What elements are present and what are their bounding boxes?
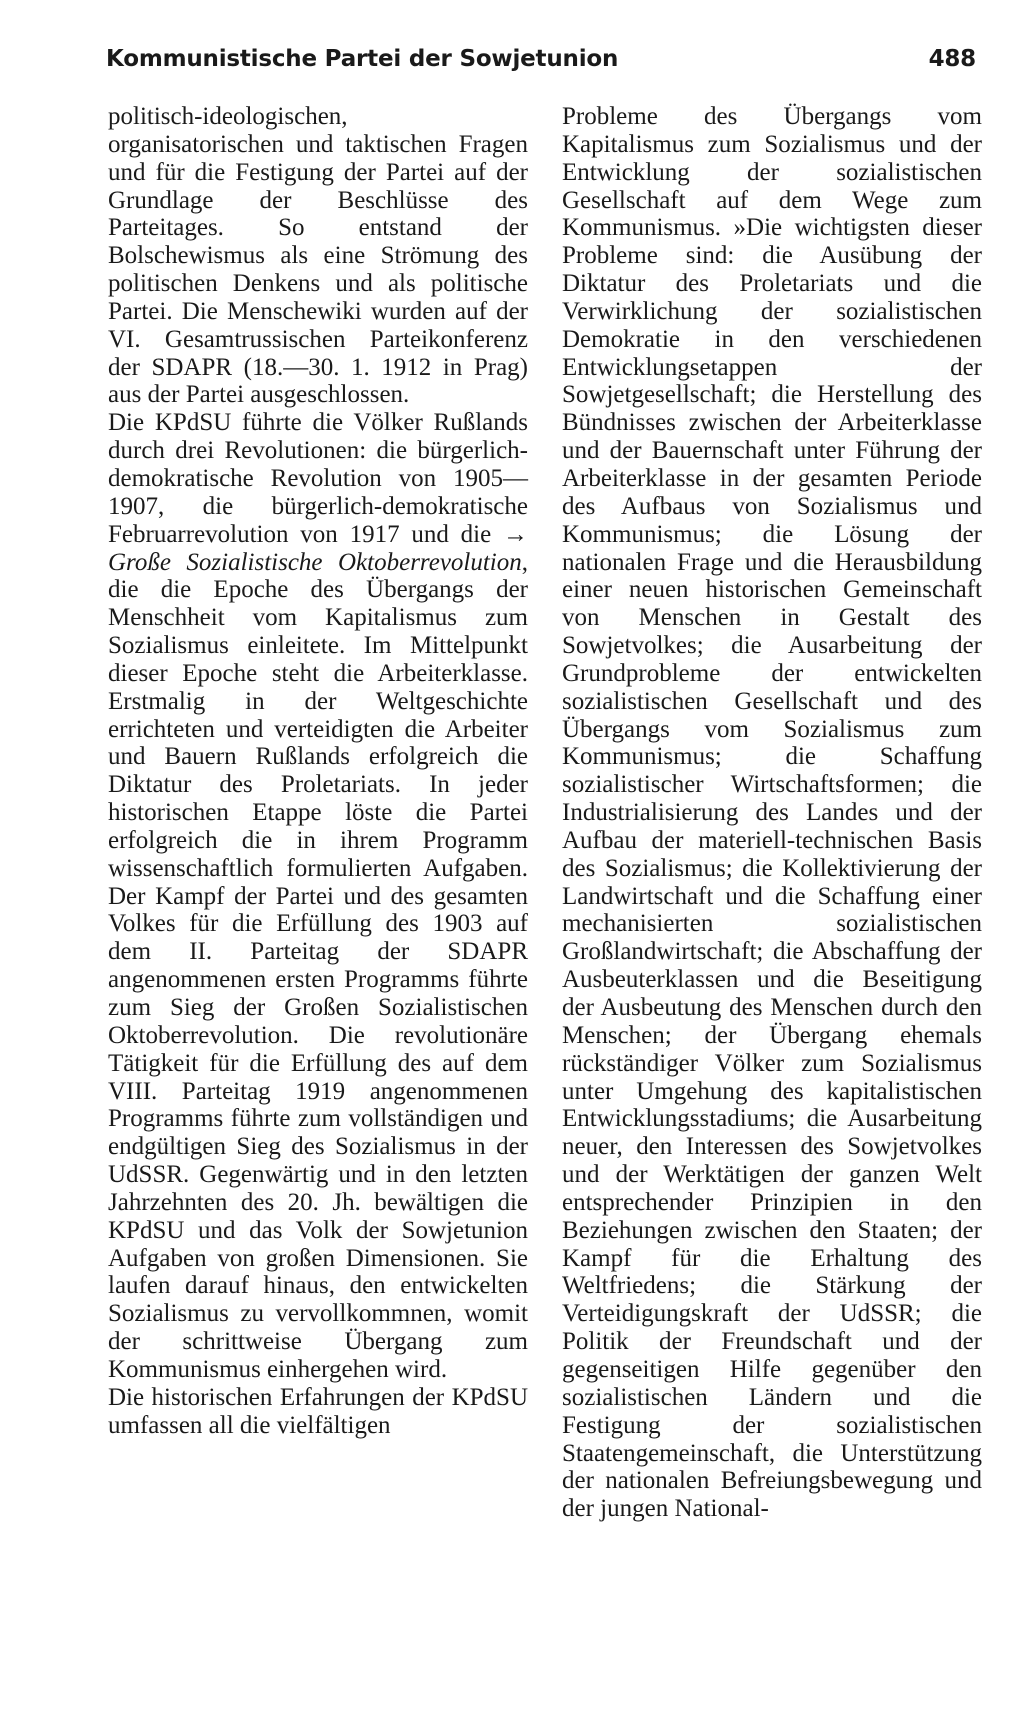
left-column: [108, 103, 528, 1440]
cross-reference: → Große Sozialistische Oktoberrevolution: [108, 520, 528, 576]
paragraph: Probleme des Übergangs vom Kapitalismus zum Sozialismus und der Entwicklung der sozialistischen Gesellschaft auf dem Wege zum Kommunismus. »Die wichtigsten dieser Probleme sind: die Ausübung der Diktatur des Proletariats und die Verwirklichung der sozialistischen Demokratie in den verschiedenen Entwicklungsetappen der Sowjetgesellschaft; die Herstellung des Bündnisses zwischen der Arbeiterklasse und der Bauernschaft unter Führung der Arbeiterklasse in der gesamten Periode des Aufbaus von Sozialismus und Kommunismus; die Lösung der nationalen Frage und die Herausbildung einer neuen historischen Gemeinschaft von Menschen in Gestalt des Sowjetvolkes; die Ausarbeitung der Grundprobleme der entwickelten sozialistischen Gesellschaft und des Übergangs vom Sozialismus zum Kommunismus; die Schaffung sozialistischer Wirtschaftsformen; die Industrialisierung des Landes und der Aufbau der materiell-technischen Basis des Sozialismus; die Kollektivierung der Landwirtschaft und die Schaffung einer mechanisierten sozialistischen Großlandwirtschaft; die Abschaffung der Ausbeuterklassen und die Beseitigung der Ausbeutung des Menschen durch den Menschen; der Übergang ehemals rückständiger Völker zum Sozialismus unter Umgehung des kapitalistischen Entwicklungsstadiums; die Ausarbeitung neuer, den Interessen des Sowjetvolkes und der Werktätigen der ganzen Welt entsprechender Prinzipien in den Beziehungen zwischen den Staaten; der Kampf für die Erhaltung des Weltfriedens; die Stärkung der Verteidigungskraft der UdSSR; die Politik der Freundschaft und der gegenseitigen Hilfe gegenüber den sozialistischen Ländern und die Festigung der sozialistischen Staatengemeinschaft, die Unterstützung der nationalen Befreiungsbewegung und der jungen National-: [562, 103, 982, 1523]
paragraph-text: Die KPdSU führte die Völker Rußlands durch drei Revolutionen: die bürgerlich-demokratische Revolution von 1905—1907, die bürgerlich-demokratische Februarrevolution von 1917 und die: [108, 409, 528, 548]
paragraph: politisch-ideologischen, organisatorischen und taktischen Fragen und für die Festigung der Partei auf der Grundlage der Beschlüsse des Parteitages. So entstand der Bolschewismus als eine Strömung des politischen Denkens und als politische Partei. Die Menschewiki wurden auf der VI. Gesamtrussischen Parteikonferenz der SDAPR (18.—30. 1. 1912 in Prag) aus der Partei ausgeschlossen.: [108, 103, 528, 409]
paragraph: Die historischen Erfahrungen der KPdSU umfassen all die vielfältigen: [108, 1383, 528, 1439]
paragraph-text: , die die Epoche des Übergangs der Menschheit vom Kapitalismus zum Sozialismus einleitete. Im Mittelpunkt dieser Epoche steht die Arbeiterklasse. Erstmalig in der Weltgeschichte errichteten und verteidigten die Arbeiter und Bauern Rußlands erfolgreich die Diktatur des Proletariats. In jeder historischen Etappe löste die Partei erfolgreich die in ihrem Programm wissenschaftlich formulierten Aufgaben. Der Kampf der Partei und des gesamten Volkes für die Erfüllung des 1903 auf dem II. Parteitag der SDAPR angenommenen ersten Programms führte zum Sieg der Großen Sozialistischen Oktoberrevolution. Die revolutionäre Tätigkeit für die Erfüllung des auf dem VIII. Parteitag 1919 angenommenen Programms führte zum vollständigen und endgültigen Sieg des Sozialismus in der UdSSR. Gegenwärtig und in den letzten Jahrzehnten des 20. Jh. bewältigen die KPdSU und das Volk der Sowjetunion Aufgaben von großen Dimensionen. Sie laufen darauf hinaus, den entwickelten Sozialismus zu vervollkommnen, womit der schrittweise Übergang zum Kommunismus einhergehen wird.: [108, 548, 528, 1383]
page-number: 488: [928, 46, 976, 72]
right-column: [562, 103, 982, 1523]
running-header: [106, 44, 976, 84]
paragraph: [108, 409, 528, 1384]
running-title: Kommunistische Partei der Sowjetunion: [106, 46, 619, 72]
